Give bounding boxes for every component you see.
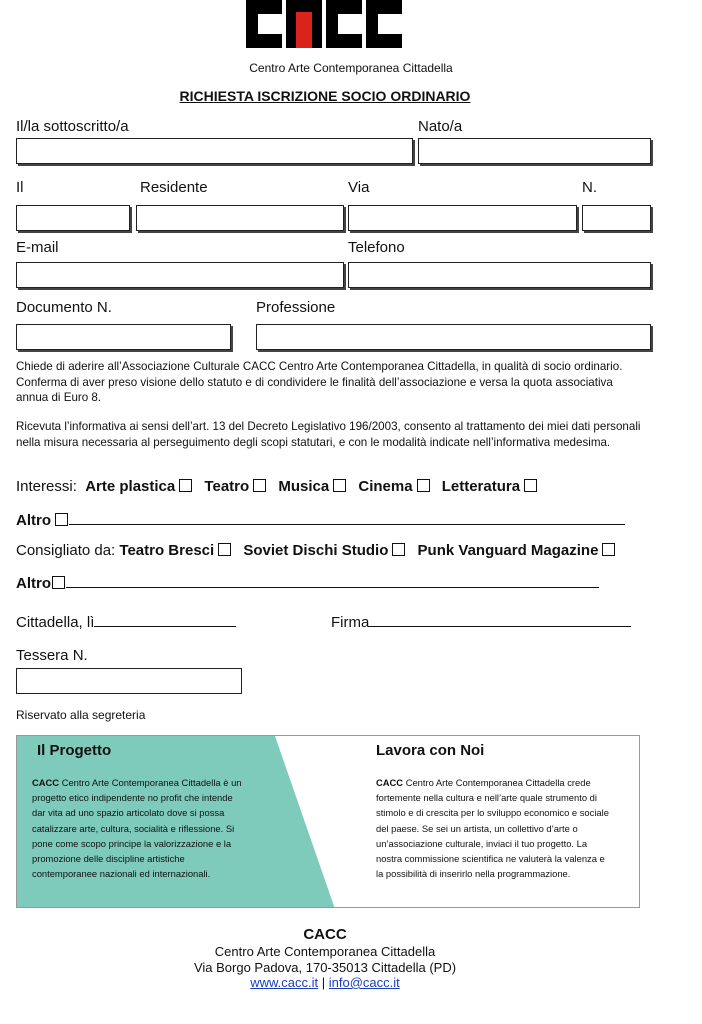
consigliato-altro-row [16,573,599,592]
lavora-text [376,775,612,881]
footer-separator: | [321,975,326,990]
organization-subtitle: Centro Arte Contemporanea Cittadella [249,61,453,75]
progetto-text-body: Centro Arte Contemporanea Cittadella è un progetto etico indipendente no profit che intende dar vita ad uno spazio articolato dove si possa catalizzare arte, cultura, socialità e riflessione. Si pone come scopo principe la valorizzazione e la promozione delle discipline artistiche contemporanee nazionali ed internazionali. [32,777,242,880]
firma-line[interactable] [369,612,631,627]
checkbox-soviet-dischi[interactable] [392,543,405,556]
footer-links [0,975,650,990]
data-nascita-field[interactable] [16,205,130,231]
telefono-field[interactable] [348,262,651,288]
label-residente: Residente [140,179,208,196]
checkbox-cinema[interactable] [417,479,430,492]
riservato-label: Riservato alla segreteria [16,708,146,722]
label-il: Il [16,179,24,196]
info-panel [16,735,640,908]
checkbox-teatro[interactable] [253,479,266,492]
email-link[interactable]: info@cacc.it [328,975,400,990]
checkbox-musica[interactable] [333,479,346,492]
consigliato-altro-line[interactable] [66,573,599,588]
label-numero: N. [582,179,597,196]
interesse-letteratura: Letteratura [441,478,521,495]
interesse-musica: Musica [278,478,330,495]
lavora-title: Lavora con Noi [376,742,485,759]
consigliato-soviet-dischi: Soviet Dischi Studio [243,542,389,559]
checkbox-letteratura[interactable] [524,479,537,492]
firma-label: Firma [331,614,370,631]
progetto-text [32,775,242,881]
nato-field[interactable] [418,138,651,164]
checkbox-interessi-altro[interactable] [55,513,68,526]
luogo-row [16,612,236,631]
label-documento: Documento N. [16,299,112,316]
luogo-label: Cittadella, lì [16,614,95,631]
data-line[interactable] [94,612,236,627]
cacc-logo [246,0,406,48]
consigliato-teatro-bresci: Teatro Bresci [119,542,215,559]
footer-organization: Centro Arte Contemporanea Cittadella [214,944,436,959]
lavora-text-body: Centro Arte Contemporanea Cittadella crede fortemente nella cultura e nell’arte quale strumento di stimolo e di crescita per lo sviluppo economico e sociale del paese. Se sei un artista, un collettivo d’arte o un’associazione culturale, inviaci il tuo progetto. La nostra commissione scientifica ne valuterà la valenza e la possibilità di inserirlo nella programmazione. [376,777,609,880]
interessi-label: Interessi: [16,478,77,495]
interesse-cinema: Cinema [358,478,413,495]
label-professione: Professione [256,299,336,316]
interessi-altro-label: Altro [16,512,51,529]
interesse-teatro: Teatro [204,478,250,495]
privacy-paragraph: Ricevuta l’informativa ai sensi dell’art. 13 del Decreto Legislativo 196/2003, consento al trattamento dei miei dati personali nella misura necessaria al perseguimento degli scopi statutari, e con le modalità indicate nell’informativa medesima. [16,420,641,449]
label-sottoscritto: Il/la sottoscritto/a [16,118,129,135]
lavora-text-bold: CACC [376,777,404,788]
form-title: RICHIESTA ISCRIZIONE SOCIO ORDINARIO [179,88,471,104]
email-field[interactable] [16,262,344,288]
via-field[interactable] [348,205,577,231]
interessi-altro-row [16,510,625,529]
tessera-field[interactable] [16,668,242,694]
consigliato-row [16,542,615,559]
label-nato: Nato/a [418,118,463,135]
label-via: Via [348,179,370,196]
firma-row [331,612,631,631]
website-link[interactable]: www.cacc.it [250,975,319,990]
footer-name: CACC [303,926,347,943]
professione-field[interactable] [256,324,651,350]
progetto-title: Il Progetto [37,742,112,759]
adesione-paragraph: Chiede di aderire all’Associazione Culturale CACC Centro Arte Contemporanea Cittadella, in qualità di socio ordinario. Conferma di aver preso visione dello statuto e di condividere le finalità dell’associazione e versa la quota associativa annua di Euro 8. [16,360,623,404]
interessi-altro-line[interactable] [69,510,625,525]
numero-field[interactable] [582,205,651,231]
progetto-text-bold: CACC [32,777,60,788]
interesse-arte-plastica: Arte plastica [85,478,176,495]
interessi-row [16,478,545,495]
footer-address: Via Borgo Padova, 170-35013 Cittadella (PD) [193,960,457,975]
checkbox-consigliato-altro[interactable] [52,576,65,589]
tessera-label: Tessera N. [16,647,88,664]
label-telefono: Telefono [348,239,405,256]
checkbox-teatro-bresci[interactable] [218,543,231,556]
checkbox-punk-vanguard[interactable] [602,543,615,556]
consigliato-label: Consigliato da: [16,542,116,559]
label-email: E-mail [16,239,59,256]
consigliato-altro-label: Altro [16,575,51,592]
sottoscritto-field[interactable] [16,138,413,164]
residente-field[interactable] [136,205,344,231]
consigliato-punk-vanguard: Punk Vanguard Magazine [417,542,599,559]
checkbox-arte-plastica[interactable] [179,479,192,492]
documento-field[interactable] [16,324,231,350]
